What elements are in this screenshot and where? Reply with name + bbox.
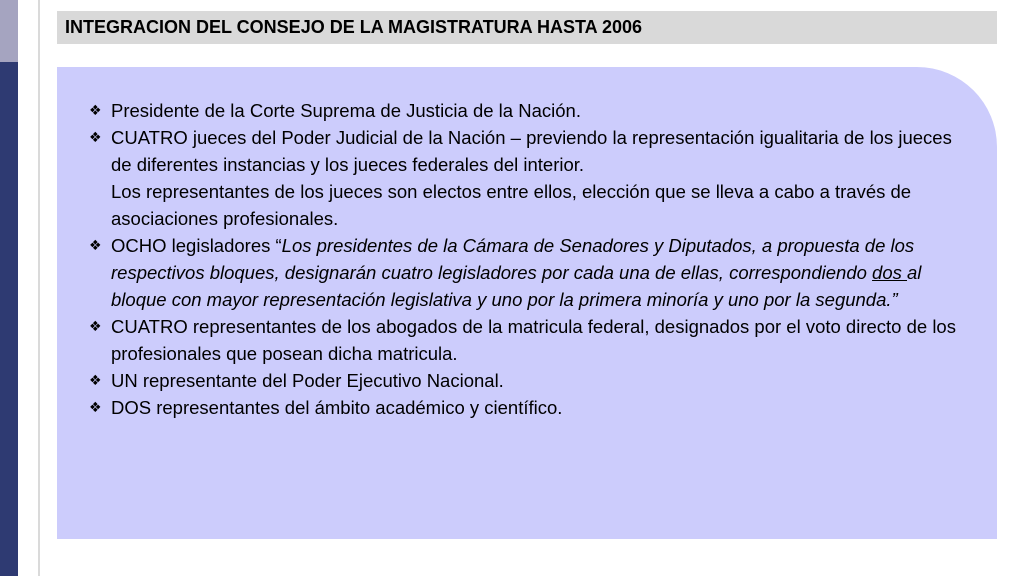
bullet-text: CUATRO representantes de los abogados de la matricula federal, designados por el voto directo de los profesionales que posean dicha matricula. [111, 316, 956, 364]
quote-text-before: Los presidentes de la Cámara de Senadores y Diputados, a propuesta de los respectivos bloques, designarán cuatro legisladores por cada una de ellas, correspondiendo [111, 235, 915, 283]
title-bar [57, 11, 997, 44]
diamond-bullet-icon: ❖ [89, 372, 102, 388]
bullet-item-legisladores [89, 232, 967, 313]
bullet-item-ejecutivo [89, 367, 967, 394]
diamond-bullet-icon: ❖ [89, 399, 102, 415]
bullet-continuation-text: Los representantes de los jueces son electos entre ellos, elección que se lleva a cabo a través de asociaciones profesionales. [111, 181, 912, 229]
bullet-list [89, 97, 967, 421]
bullet-text: CUATRO jueces del Poder Judicial de la Nación – previendo la representación igualitaria de los jueces de diferentes instancias y los jueces federales del interior. [111, 127, 952, 175]
slide-title: INTEGRACION DEL CONSEJO DE LA MAGISTRATURA HASTA 2006 [65, 17, 643, 37]
content-box [57, 67, 997, 539]
diamond-bullet-icon: ❖ [89, 102, 102, 118]
bullet-text: DOS representantes del ámbito académico y científico. [111, 397, 563, 418]
quote-underlined-text: dos [872, 262, 908, 283]
left-accent-bar-top [0, 0, 18, 62]
bullet-item-jueces [89, 124, 967, 232]
quote-text-after: al bloque con mayor representación legislativa y uno por la primera minoría y uno por la segunda.” [111, 262, 922, 310]
bullet-item-academico [89, 394, 967, 421]
left-divider-line [38, 0, 40, 576]
diamond-bullet-icon: ❖ [89, 318, 102, 334]
diamond-bullet-icon: ❖ [89, 129, 102, 145]
bullet-item-presidente [89, 97, 967, 124]
bullet-text: Presidente de la Corte Suprema de Justicia de la Nación. [111, 100, 581, 121]
bullet-item-abogados [89, 313, 967, 367]
left-accent-bar [0, 62, 18, 576]
diamond-bullet-icon: ❖ [89, 237, 102, 253]
bullet-lead-text: OCHO legisladores “ [111, 235, 282, 256]
bullet-text: UN representante del Poder Ejecutivo Nacional. [111, 370, 504, 391]
